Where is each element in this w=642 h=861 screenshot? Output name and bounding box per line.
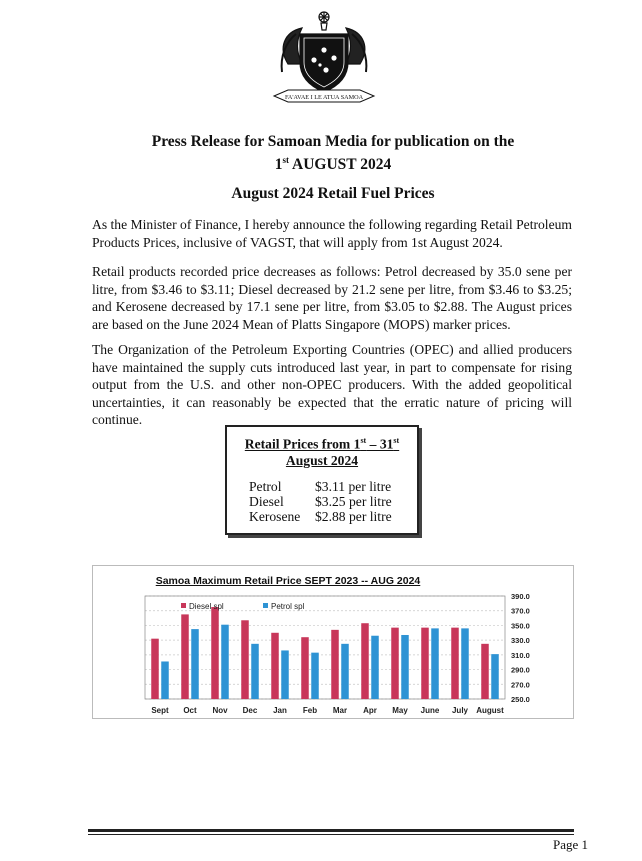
chart-plot-area — [145, 596, 505, 699]
fuel-name: Diesel — [249, 493, 284, 509]
retail-prices-box — [225, 425, 419, 535]
heading-line1: Press Release for Samoan Media for publication on the — [151, 133, 515, 150]
prices-title-a: Retail Prices from 1 — [244, 436, 361, 452]
document-subtitle: August 2024 Retail Fuel Prices — [231, 185, 435, 202]
prices-title-sup1: st — [360, 436, 367, 445]
heading-date — [60, 151, 606, 174]
prices-title-line2: August 2024 — [285, 452, 359, 468]
chart-bar — [451, 628, 459, 699]
chart-legend-label: Diesel spl — [189, 602, 224, 611]
chart-bar — [371, 636, 379, 699]
chart-x-tick-label: Dec — [242, 706, 258, 715]
fuel-price: $2.88 per litre — [315, 508, 392, 524]
chart-title: Samoa Maximum Retail Price SEPT 2023 -- AUG 2024 — [155, 575, 421, 587]
chart-x-tick-label: Apr — [363, 706, 377, 715]
chart-x-tick-label: July — [451, 706, 469, 715]
chart-x-tick-label: Mar — [332, 706, 348, 715]
chart-y-tick-label: 270.0 — [511, 680, 530, 690]
chart-y-tick-label: 350.0 — [511, 621, 530, 631]
samoa-coat-of-arms — [268, 8, 380, 112]
chart-legend-swatch — [181, 603, 186, 608]
chart-bar — [211, 607, 219, 699]
chart-y-tick-label: 310.0 — [511, 650, 530, 660]
chart-x-tick-label: Nov — [212, 706, 228, 715]
paragraph-opec: The Organization of the Petroleum Exporting Countries (OPEC) and allied producers have maintained the supply cuts introduced last year, in part to compensate for rising output from the U.S. and other non-OPEC producers. With the added geopolitical uncertainties, it can reasonably be expected that the erratic nature of pricing will continue. — [92, 342, 572, 427]
chart-bar — [461, 628, 469, 699]
heading-date-day: 1 — [274, 156, 283, 174]
press-release-heading — [60, 132, 606, 174]
chart-x-tick-label: Jan — [273, 706, 287, 715]
prices-title-b: – 31 — [366, 436, 394, 452]
chart-y-tick-label: 390.0 — [511, 592, 530, 601]
fuel-name: Kerosene — [249, 508, 301, 524]
chart-bar — [421, 628, 429, 699]
chart-y-tick-label: 250.0 — [511, 695, 530, 704]
price-row — [249, 479, 392, 494]
chart-bar — [361, 623, 369, 699]
chart-bar — [151, 639, 159, 699]
chart-bar — [161, 661, 169, 699]
heading-date-rest: AUGUST 2024 — [289, 156, 392, 174]
chart-legend-swatch — [263, 603, 268, 608]
chart-bar — [241, 620, 249, 699]
chart-bar — [341, 644, 349, 699]
retail-prices-table — [249, 479, 392, 524]
chart-bar — [491, 654, 499, 699]
chart-bar — [181, 614, 189, 699]
chart-bar — [481, 644, 489, 699]
prices-title-sup2: st — [393, 436, 400, 445]
retail-prices-title — [227, 433, 417, 469]
footer-rule-thin — [88, 834, 574, 835]
price-row — [249, 494, 392, 509]
chart-bar — [301, 637, 309, 699]
chart-bar — [391, 628, 399, 699]
chart-bar — [221, 625, 229, 699]
chart-x-tick-label: Feb — [302, 706, 318, 715]
chart-x-tick-label: August — [476, 706, 504, 715]
chart-x-tick-label: May — [392, 706, 408, 715]
chart-legend-label: Petrol spl — [271, 602, 305, 611]
chart-bar — [281, 650, 289, 699]
chart-bar — [271, 633, 279, 699]
paragraph-intro: As the Minister of Finance, I hereby announce the following regarding Retail Petroleum Products Prices, inclusive of VAGST, that will apply from 1st August 2024. — [92, 217, 572, 250]
heading-date-suffix: st — [282, 155, 290, 165]
chart-bar — [251, 644, 259, 699]
chart-x-tick-label: Sept — [151, 706, 169, 715]
chart-svg — [93, 566, 573, 718]
chart-y-tick-label: 290.0 — [511, 665, 530, 675]
chart-x-tick-label: Oct — [183, 706, 197, 715]
chart-bar — [431, 628, 439, 699]
chart-bar — [191, 629, 199, 699]
fuel-price-chart — [92, 565, 574, 719]
page-number: Page 1 — [552, 837, 588, 852]
price-row — [249, 509, 392, 524]
footer-rule-thick — [88, 829, 574, 832]
chart-y-tick-label: 370.0 — [511, 606, 530, 616]
chart-bar — [401, 635, 409, 699]
fuel-name: Petrol — [249, 478, 282, 494]
chart-y-tick-label: 330.0 — [511, 636, 530, 646]
crest-motto: FA'AVAE I LE ATUA SAMOA — [284, 94, 364, 101]
chart-bar — [311, 653, 319, 699]
fuel-price: $3.25 per litre — [315, 493, 392, 509]
fuel-price: $3.11 per litre — [315, 478, 392, 494]
chart-x-tick-label: June — [420, 706, 440, 715]
chart-bar — [331, 630, 339, 699]
paragraph-price-changes: Retail products recorded price decreases as follows: Petrol decreased by 35.0 sene per litre, from $3.46 to $3.11; Diesel decreased by 21.2 sene per litre, from $3.46 to $3.25; and Kerosene decreased by 17.1 sene per litre, from $3.05 to $2.88. The August prices are based on the June 2024 Mean of Platts Singapore (MOPS) marker prices. — [92, 264, 572, 332]
